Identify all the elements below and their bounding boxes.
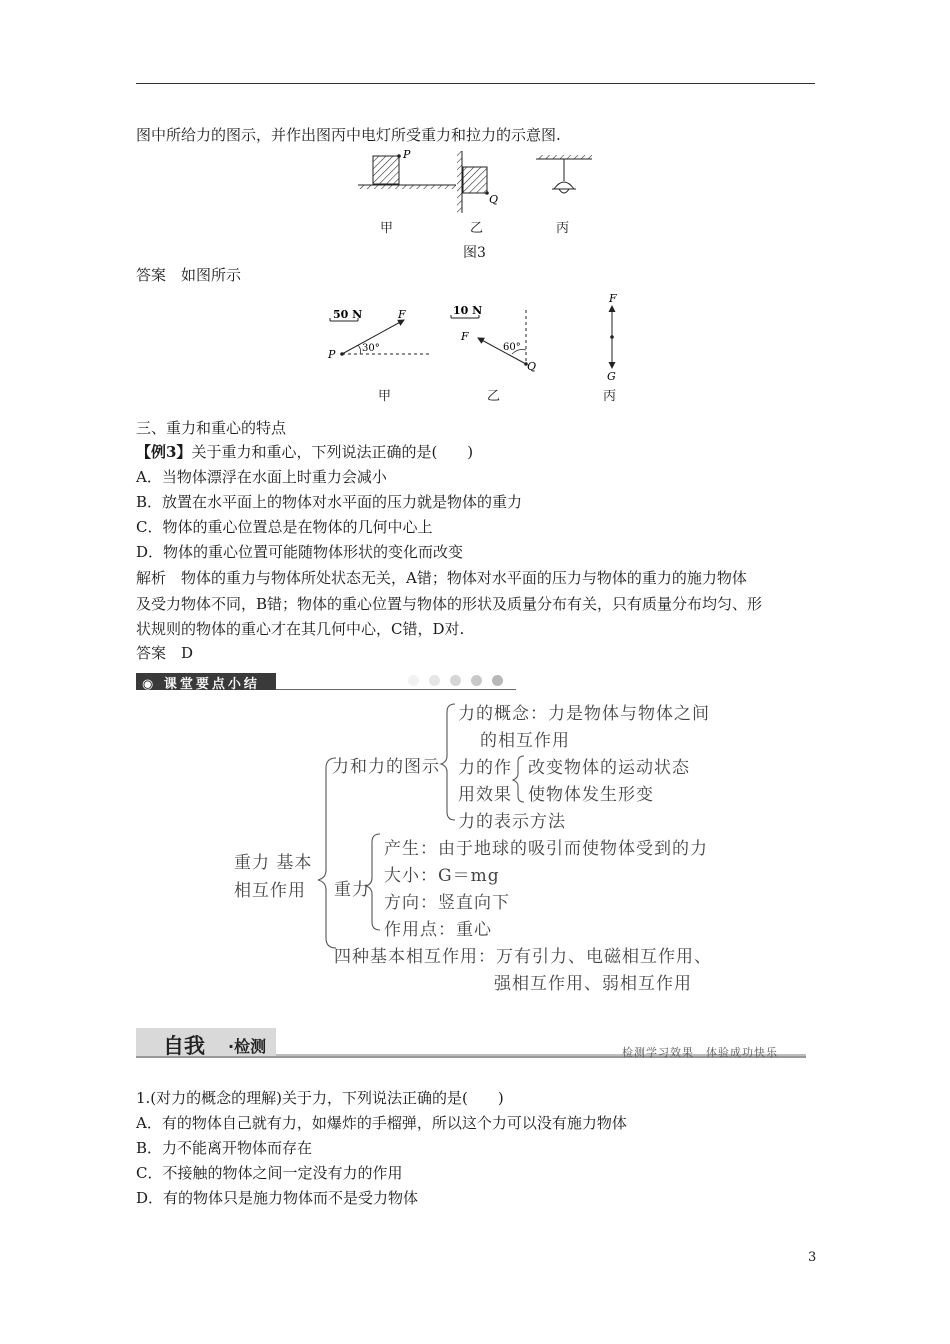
q1-option-a: A．有的物体自己就有力，如爆炸的手榴弹，所以这个力可以没有施力物体 (136, 1114, 627, 1132)
self-check-slogan: 检测学习效果 体验成功快乐 (622, 1046, 778, 1059)
header-rule (136, 83, 815, 84)
summary-dot (471, 675, 482, 686)
example-3-option-c: C．物体的重心位置总是在物体的几何中心上 (136, 518, 433, 536)
label-p: P (403, 148, 411, 161)
q1-option-c: C．不接触的物体之间一定没有力的作用 (136, 1164, 403, 1182)
summary-gravity-size: 大小：G＝mg (384, 866, 500, 886)
section-3-heading: 三、重力和重心的特点 (136, 419, 287, 437)
q1-option-d: D．有的物体只是施力物体而不是受力物体 (136, 1189, 419, 1207)
summary-force-effect-1: 力的作 (458, 758, 512, 778)
answer-1: 答案 如图所示 (136, 266, 242, 284)
example-3-question (136, 442, 473, 462)
summary-branch-force: 力和力的图示 (332, 757, 440, 777)
label-f-yi: F (461, 330, 469, 343)
example-3-text: 关于重力和重心，下列说法正确的是( ) (191, 443, 474, 461)
answer-figure (320, 290, 640, 382)
example-3-option-d: D．物体的重心位置可能随物体形状的变化而改变 (136, 543, 464, 561)
fig3-bing (536, 155, 592, 193)
example-3-option-a: A．当物体漂浮在水面上时重力会减小 (136, 468, 387, 486)
analysis-line-2: 及受力物体不同，B错；物体的重心位置与物体的形状及质量分布有关，只有质量分布均匀、形 (136, 595, 763, 613)
page-number: 3 (808, 1250, 817, 1265)
summary-dot (492, 675, 503, 686)
answer-bing (607, 292, 617, 382)
q1-question: 1.(对力的概念的理解)关于力，下列说法正确的是( ) (136, 1089, 504, 1107)
analysis-line-3: 状规则的物体的重心才在其几何中心，C错，D对. (136, 620, 465, 638)
summary-force-effect-2: 用效果 (458, 785, 512, 805)
label-q: Q (489, 193, 499, 206)
answer-jia (327, 308, 430, 361)
label-p2: P (328, 348, 336, 361)
summary-four-interactions-cont: 强相互作用、弱相互作用 (494, 974, 692, 994)
answer-caption-yi: 乙 (487, 389, 501, 404)
summary-force-concept-cont: 的相互作用 (480, 731, 570, 751)
label-f-jia: F (398, 308, 406, 321)
summary-header (136, 673, 276, 690)
intro-line: 图中所给力的图示，并作出图丙中电灯所受重力和拉力的示意图. (136, 126, 561, 144)
angle-60: 60° (503, 342, 521, 353)
scale-10n: 10 N (453, 304, 483, 317)
summary-dot (429, 675, 440, 686)
summary-dot (408, 675, 419, 686)
summary-branch-gravity: 重力 (334, 880, 370, 900)
answer-caption-bing: 丙 (603, 389, 617, 404)
answer-yi (451, 304, 536, 373)
fig3-caption-jia: 甲 (380, 221, 394, 236)
scale-50n: 50 N (333, 308, 363, 321)
summary-title: ◉ 课堂要点小结 (142, 677, 260, 692)
fig3-yi (457, 151, 498, 213)
self-check-title: 自我 (163, 1034, 205, 1058)
summary-force-concept: 力的概念：力是物体与物体之间 (458, 704, 710, 724)
summary-effect-deform: 使物体发生形变 (528, 785, 654, 805)
summary-four-interactions: 四种基本相互作用：万有引力、电磁相互作用、 (334, 947, 712, 967)
label-g-bing: G (607, 370, 616, 382)
summary-gravity-point: 作用点：重心 (384, 920, 492, 940)
fig3-caption-bing: 丙 (556, 221, 570, 236)
example-3-answer: 答案 D (136, 644, 194, 662)
summary-gravity-direction: 方向：竖直向下 (384, 893, 510, 913)
fig3-caption-yi: 乙 (470, 221, 484, 236)
angle-30: 30° (362, 343, 380, 354)
fig3-title: 图3 (463, 245, 486, 261)
self-check-subtitle: ·检测 (228, 1037, 267, 1056)
summary-force-representation: 力的表示方法 (458, 812, 566, 832)
summary-root-2: 相互作用 (234, 881, 306, 901)
label-f-bing: F (609, 292, 617, 305)
example-3-option-b: B．放置在水平面上的物体对水平面的压力就是物体的重力 (136, 493, 523, 511)
summary-root-1: 重力 基本 (234, 853, 313, 873)
summary-effect-motion: 改变物体的运动状态 (528, 758, 690, 778)
summary-gravity-origin: 产生：由于地球的吸引而使物体受到的力 (384, 839, 708, 859)
summary-underline (276, 689, 516, 690)
q1-option-b: B．力不能离开物体而存在 (136, 1139, 313, 1157)
label-q2: Q (527, 360, 537, 373)
example-3-tag: 【例3】 (136, 443, 192, 461)
fig3-jia (358, 148, 456, 189)
analysis-line-1: 解析 物体的重力与物体所处状态无关，A错；物体对水平面的压力与物体的重力的施力物体 (136, 569, 747, 587)
summary-dot (450, 675, 461, 686)
answer-caption-jia: 甲 (378, 389, 392, 404)
